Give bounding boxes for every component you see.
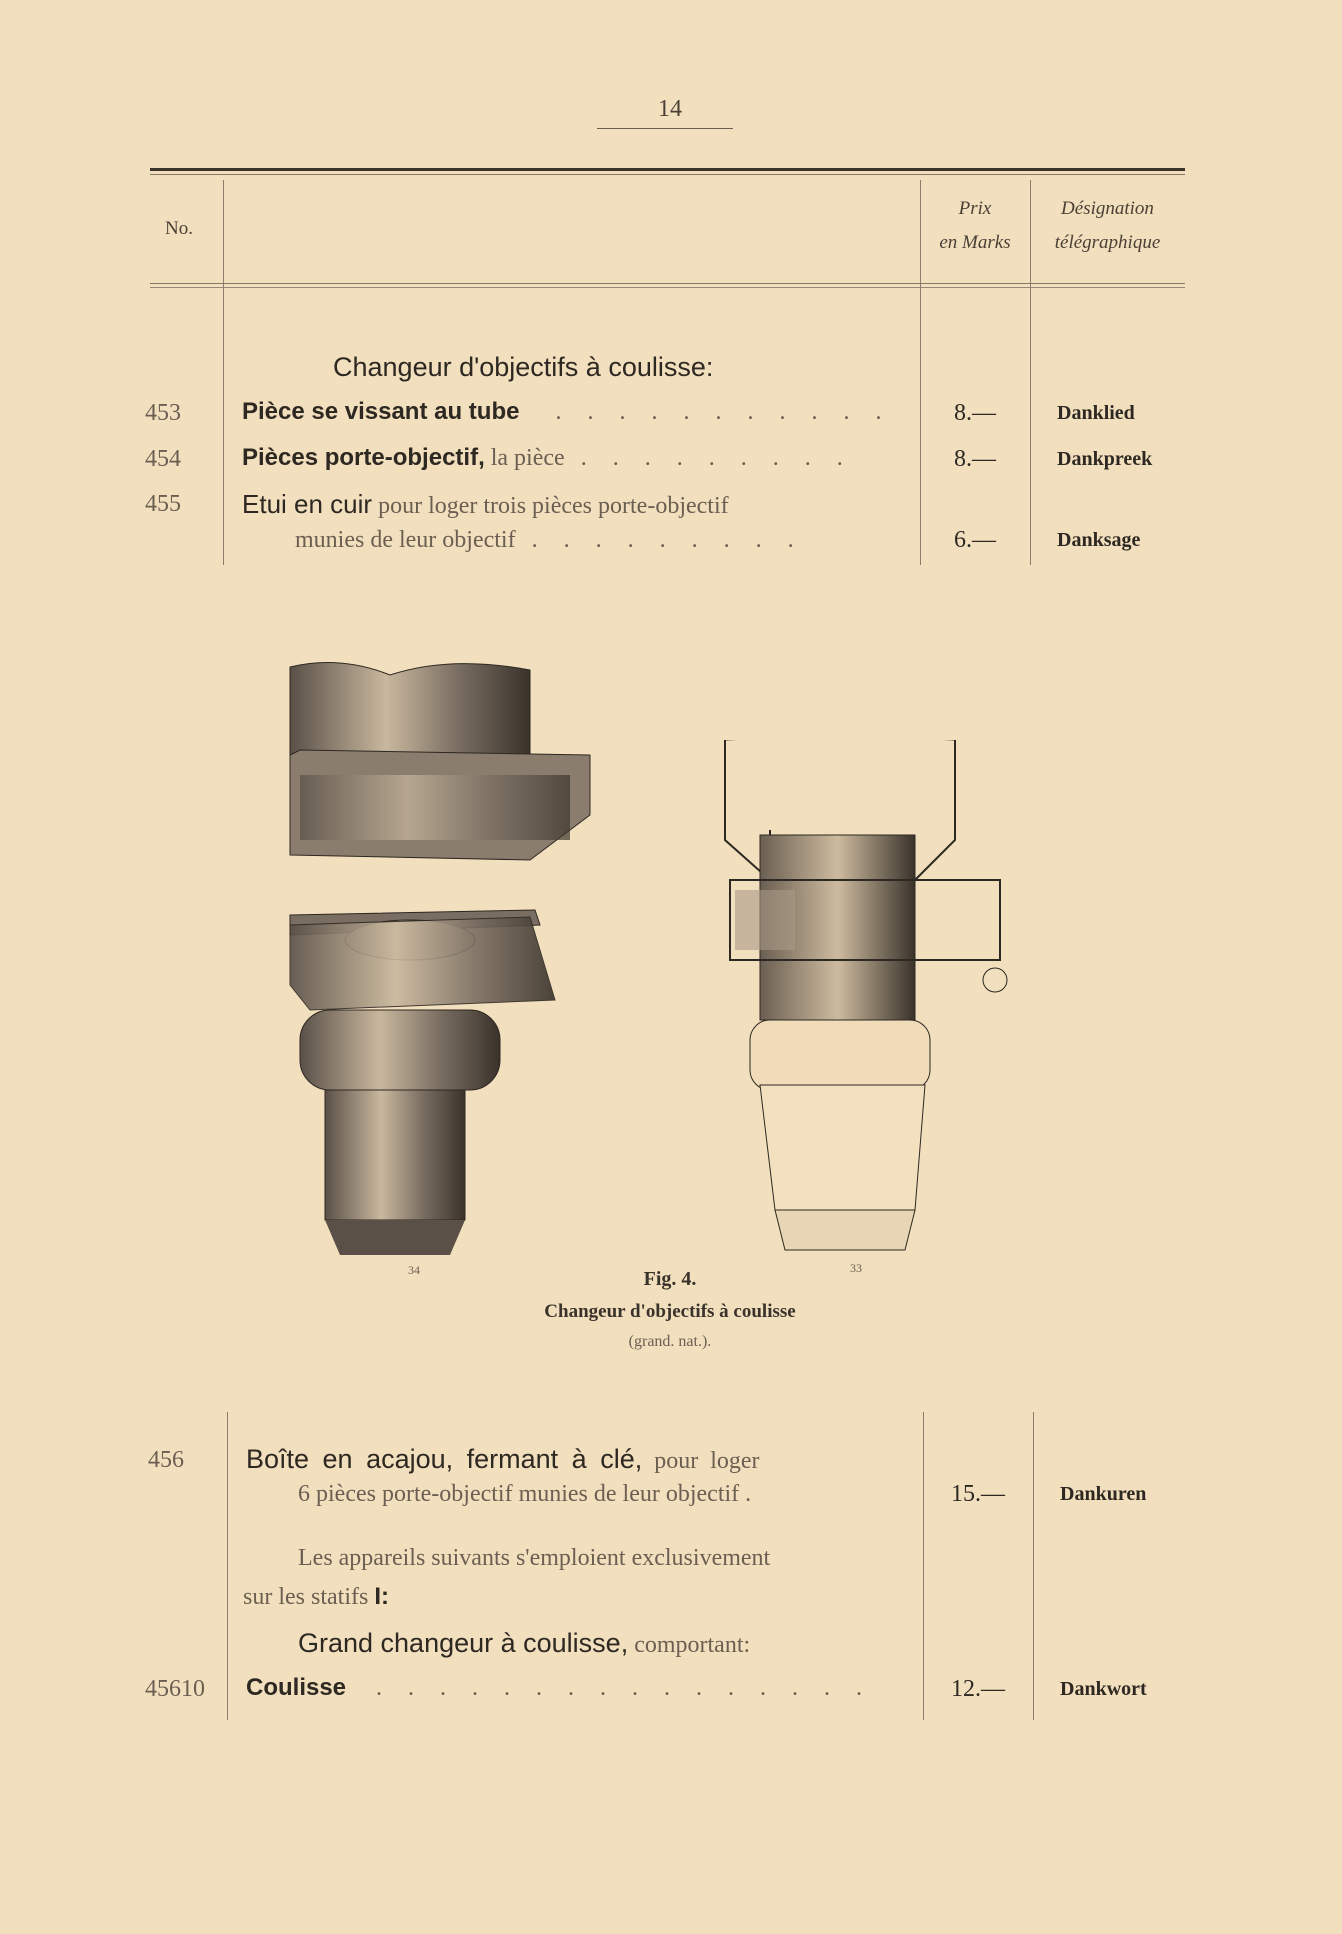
item-detail: pour loger [654,1448,760,1474]
leader-dots: . . . . . . . . . [564,445,853,471]
top-rule-thin [150,174,1185,175]
header-no: No. [165,218,193,239]
item-price: 8.— [954,446,996,472]
page-number-rule [597,128,733,129]
item-name: Coulisse [246,1674,347,1701]
header-prix-2: en Marks [939,232,1011,253]
header-prix-1: Prix [958,198,992,219]
item-description [246,1674,872,1702]
item-description [242,398,891,426]
item-name: Pièces porte-objectif, [242,444,485,471]
item-detail: pour loger trois pièces porte-objectif [378,493,729,519]
leader-dots: . . . . . . . . . . . . . . . . [376,1675,873,1701]
note-line-2: sur les statifs [243,1584,375,1610]
leader-dots: . . . . . . . . . . . [555,399,892,425]
figure-label-33: 33 [850,1261,862,1275]
page-number: 14 [658,96,682,122]
item-description [242,489,729,520]
item-code: Danksage [1057,529,1141,551]
item-code: Dankuren [1060,1483,1147,1505]
top-rule [150,168,1185,171]
leader-dots: . . . . . . . . . [515,527,804,553]
section-title: Changeur d'objectifs à coulisse: [333,352,714,382]
item-price: 6.— [954,527,996,553]
figure-caption: Changeur d'objectifs à coulisse [544,1301,796,1322]
subsection-detail: comportant: [634,1632,751,1658]
item-price: 15.— [951,1481,1005,1507]
figure-note: (grand. nat.). [628,1333,712,1350]
figure-33-illustration [720,740,1040,1255]
header-designation-1: Désignation [1061,198,1154,219]
col-divider [923,1412,924,1720]
item-number: 456 [148,1447,184,1473]
item-detail-2: 6 pièces porte-objectif munies de leur objectif . [298,1481,752,1507]
note-bold: I: [374,1583,389,1610]
item-detail-2: munies de leur objectif [295,527,516,553]
item-number: 455 [145,491,181,517]
item-number: 453 [145,400,181,426]
item-price: 12.— [951,1676,1005,1702]
figure-title: Fig. 4. [643,1268,697,1290]
item-code: Dankpreek [1057,448,1153,470]
figure-label-34: 34 [408,1263,420,1277]
subsection-title: Grand changeur à coulisse, [298,1628,629,1658]
item-price: 8.— [954,400,996,426]
item-code: Danklied [1057,402,1135,424]
item-description [242,444,853,472]
item-name: Etui en cuir [242,489,373,519]
note-line-1: Les appareils suivants s'emploient exclusivement [298,1545,771,1571]
item-name: Pièce se vissant au tube [242,398,520,425]
item-code: Dankwort [1060,1678,1147,1700]
header-designation-2: télégraphique [1054,232,1161,253]
item-number: 454 [145,446,181,472]
item-description [246,1444,760,1475]
figure-34-illustration [280,655,620,1255]
item-number: 45610 [145,1676,205,1702]
col-divider [1033,1412,1034,1720]
item-detail: la pièce [490,445,565,471]
item-name: Boîte en acajou, fermant à clé, [246,1444,643,1474]
